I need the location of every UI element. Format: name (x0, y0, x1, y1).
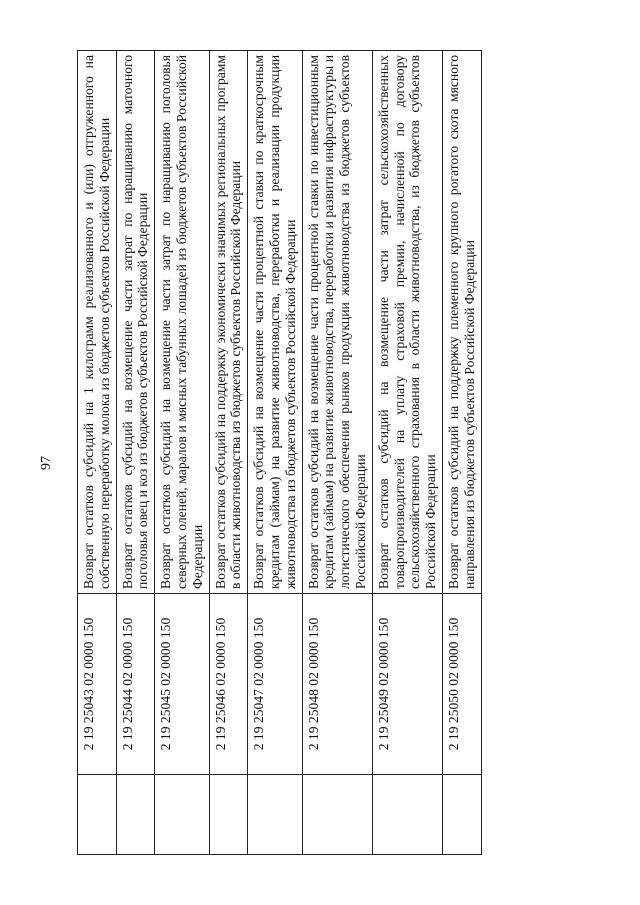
empty-cell (155, 775, 209, 855)
table-row (209, 51, 248, 855)
description-cell: Возврат остатков субсидий на 1 килограмм реализованного и (или) отгруженного на собственную переработку молока из бюджетов субъектов Российской Федерации (78, 51, 117, 594)
table-row (155, 51, 209, 855)
budget-code-cell: 2 19 25047 02 0000 150 (248, 594, 302, 775)
table-row (248, 51, 302, 855)
budget-code-cell: 2 19 25049 02 0000 150 (372, 594, 442, 775)
page-number: 97 (39, 456, 54, 470)
budget-code-cell: 2 19 25046 02 0000 150 (209, 594, 248, 775)
table-row (442, 51, 481, 855)
table-row (78, 51, 117, 855)
budget-code-cell: 2 19 25044 02 0000 150 (116, 594, 155, 775)
table-row (372, 51, 442, 855)
empty-cell (302, 775, 372, 855)
budget-code-cell: 2 19 25045 02 0000 150 (155, 594, 209, 775)
description-cell: Возврат остатков субсидий на возмещение части затрат по наращиванию поголовья северных оленей, маралов и мясных табунных лошадей из бюджетов субъектов Российской Федерации (155, 51, 209, 594)
description-cell: Возврат остатков субсидий на возмещение части затрат сельскохозяйственных товаропроизводителей на уплату страховой премии, начисленной по договору сельскохозяйственного страхования в области животноводства, из бюджетов субъектов Российской Федерации (372, 51, 442, 594)
rotated-table-container (77, 50, 568, 855)
budget-code-cell: 2 19 25050 02 0000 150 (442, 594, 481, 775)
empty-cell (78, 775, 117, 855)
budget-code-cell: 2 19 25048 02 0000 150 (302, 594, 372, 775)
empty-cell (372, 775, 442, 855)
description-cell: Возврат остатков субсидий на возмещение части затрат по наращиванию маточного поголовья овец и коз из бюджетов субъектов Российской Федерации (116, 51, 155, 594)
budget-code-cell: 2 19 25043 02 0000 150 (78, 594, 117, 775)
empty-cell (209, 775, 248, 855)
empty-cell (442, 775, 481, 855)
empty-cell (248, 775, 302, 855)
description-cell: Возврат остатков субсидий на поддержку экономически значимых региональных программ в области животноводства из бюджетов субъектов Российской Федерации (209, 51, 248, 594)
table-row (302, 51, 372, 855)
description-cell: Возврат остатков субсидий на возмещение части процентной ставки по инвестиционным кредитам (займам) на развитие животноводства, переработки и развития инфраструктуры и логистического обеспечения рынков продукции животноводства из бюджетов субъектов Российской Федерации (302, 51, 372, 594)
description-cell: Возврат остатков субсидий на возмещение части процентной ставки по краткосрочным кредитам (займам) на развитие животноводства, переработки и реализации продукции животноводства из бюджетов субъектов Российской Федерации (248, 51, 302, 594)
empty-cell (116, 775, 155, 855)
table-row (116, 51, 155, 855)
description-cell: Возврат остатков субсидий на поддержку племенного крупного рогатого скота мясного направления из бюджетов субъектов Российской Федерации (442, 51, 481, 594)
budget-code-table (77, 50, 482, 855)
